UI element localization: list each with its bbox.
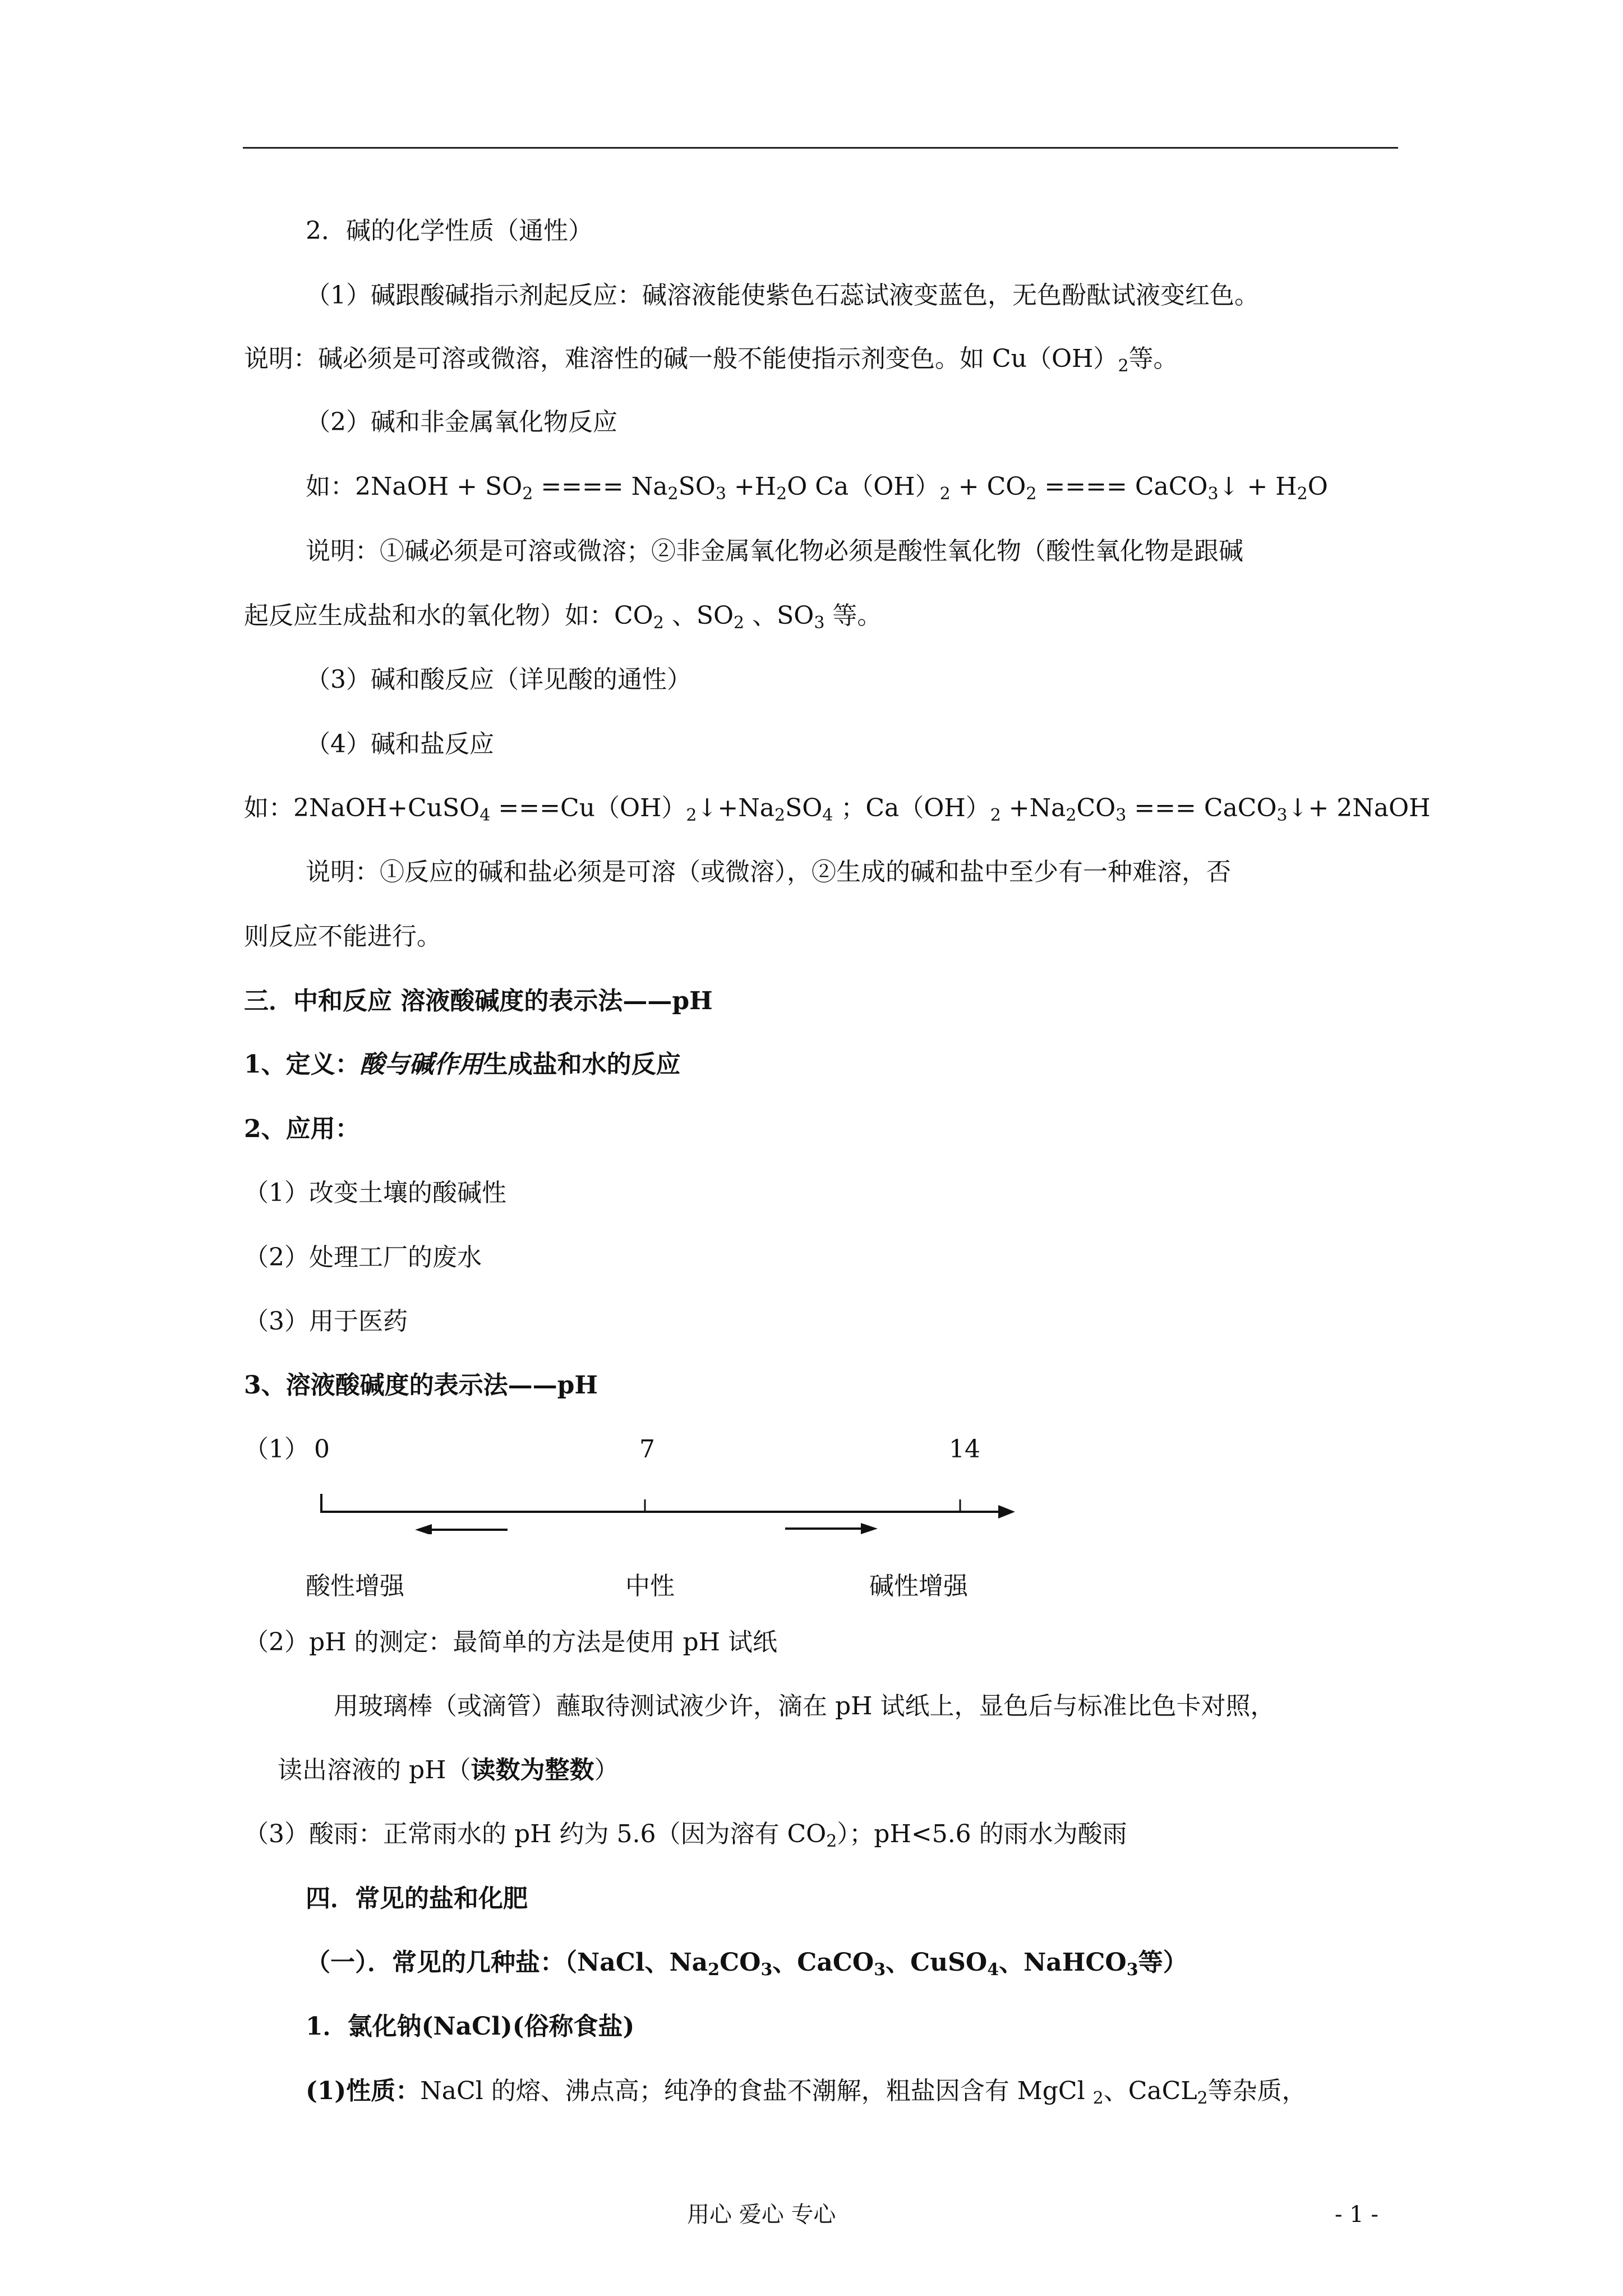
label-basic-stronger: 碱性增强	[869, 1572, 968, 1600]
ph-procedure-line-cont: 读出溶液的 pH（读数为整数）	[278, 1756, 619, 1784]
acid-arrowhead	[415, 1524, 432, 1534]
ph-tick-label-7: 7	[639, 1435, 655, 1464]
definition-line: 1、定义：酸与碱作用生成盐和水的反应	[244, 1050, 681, 1079]
label-neutral: 中性	[625, 1572, 675, 1600]
subsection-common-salts: （一）．常见的几种盐：（NaCl、$Na_2CO_3$、CaCO$_3$、CuSO$_4$、NaHCO$_3$等）	[306, 1948, 1188, 1980]
paragraph-note-3-cont: 则反应不能进行。	[244, 922, 441, 951]
application-item-1: （1）改变土壤的酸碱性	[244, 1179, 506, 1207]
page-number: - 1 -	[1335, 2202, 1378, 2228]
item-acid-reaction: （3）碱和酸反应（详见酸的通性）	[306, 665, 691, 694]
equation-line-2: 如：2NaOH+CuSO$_4$ $===Cu(OH)_2↓+Na_2SO_4$ ；$Ca(OH)_2 +Na_2CO_3$ === CaCO$_3$↓+ 2NaOH	[244, 794, 1431, 825]
acid-rain-line: （3）酸雨：正常雨水的 pH 约为 5.6（因为溶有 $CO_2$）；pH<5.6 的雨水为酸雨	[244, 1820, 1127, 1851]
nacl-properties-line: (1)性质：NaCl 的熔、沸点高；纯净的食盐不潮解，粗盐因含有 MgCl $_2$、CaCL$_2$等杂质，	[306, 2077, 1307, 2108]
footer-motto: 用心 爱心 专心	[687, 2202, 836, 2228]
paragraph-note-1: 说明：碱必须是可溶或微溶，难溶性的碱一般不能使指示剂变色。如 $Cu(OH)_2$等。	[244, 344, 1178, 376]
paragraph-note-3: 说明：①反应的碱和盐必须是可溶（或微溶），②生成的碱和盐中至少有一种难溶，否	[306, 858, 1231, 886]
ph-tick-label-0: 0	[314, 1435, 330, 1464]
paragraph-note-2: 说明：①碱必须是可溶或微溶；②非金属氧化物必须是酸性氧化物（酸性氧化物是跟碱	[306, 537, 1243, 565]
equation-line-1: 如：2NaOH + $SO_2$ ==== $Na_2SO_3 +H_2O$ $Ca(OH)_2 + CO_2$ ==== CaCO$_3$↓ + $H_2O$	[306, 472, 1328, 504]
ph-procedure-line: 用玻璃棒（或滴管）蘸取待测试液少许，滴在 pH 试纸上，显色后与标准比色卡对照，	[334, 1692, 1275, 1720]
application-heading: 2、应用：	[244, 1115, 360, 1143]
item-nonmetal-oxide: （2）碱和非金属氧化物反应	[306, 408, 617, 436]
base-arrowhead	[861, 1523, 878, 1534]
ph-measurement-line: （2）pH 的测定：最简单的方法是使用 pH 试纸	[244, 1628, 778, 1657]
section-heading-salts: 四．常见的盐和化肥	[306, 1884, 528, 1913]
paragraph-note-2-cont: 起反应生成盐和水的氧化物）如：$CO_2$ 、$SO_2$ 、$SO_3$ 等。	[244, 601, 882, 633]
ph-scale-diagram	[303, 1473, 1021, 1534]
nacl-heading: 1．氯化钠(NaCl)(俗称食盐)	[306, 2012, 635, 2041]
paragraph-indicator: （1）碱跟酸碱指示剂起反应：碱溶液能使紫色石蕊试液变蓝色，无色酚酞试液变红色。	[306, 281, 1259, 310]
item-salt-reaction: （4）碱和盐反应	[306, 730, 494, 758]
section-heading-base-properties: 2．碱的化学性质（通性）	[306, 217, 593, 245]
ph-axis-arrowhead	[998, 1505, 1015, 1519]
section-heading-neutralization: 三．中和反应 溶液酸碱度的表示法——pH	[244, 987, 713, 1015]
ph-heading: 3、溶液酸碱度的表示法——pH	[244, 1371, 598, 1400]
ph-scale-prefix: （1）	[244, 1435, 309, 1464]
application-item-2: （2）处理工厂的废水	[244, 1243, 482, 1272]
header-rule	[243, 147, 1398, 149]
label-acidic-stronger: 酸性增强	[306, 1572, 404, 1600]
ph-tick-label-14: 14	[949, 1435, 980, 1464]
application-item-3: （3）用于医药	[244, 1307, 408, 1336]
